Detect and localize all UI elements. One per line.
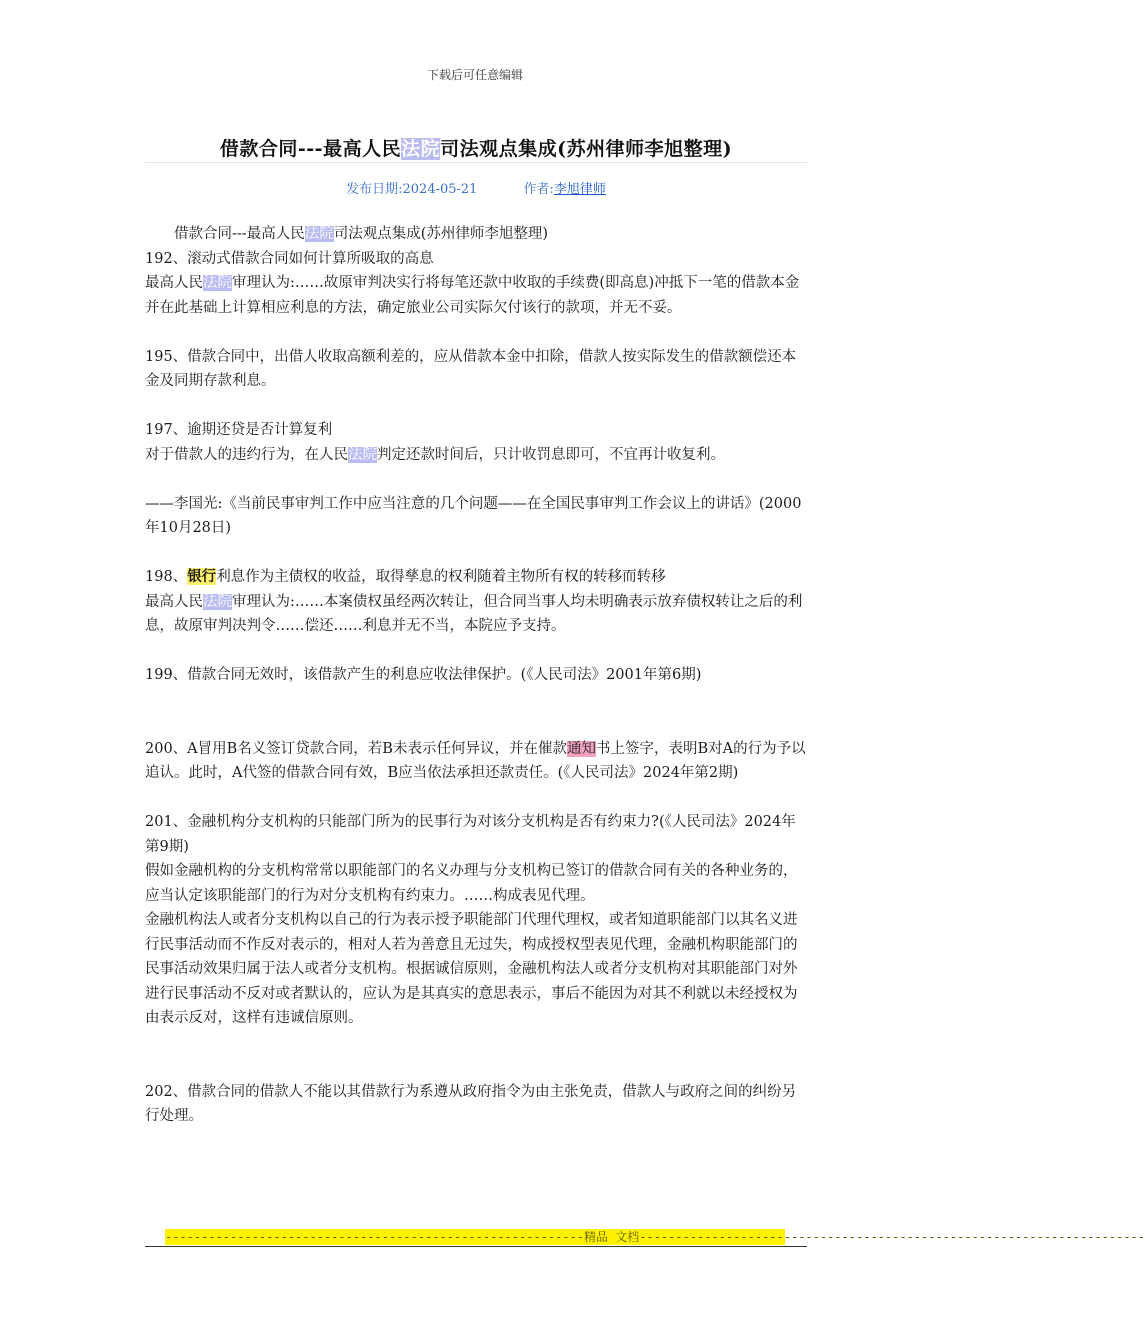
spacer: [145, 688, 807, 737]
keyword-highlight: 法院: [203, 593, 232, 610]
text-run: 198、: [145, 569, 188, 585]
spacer: [145, 467, 807, 492]
text-run: 借款合同---最高人民: [174, 226, 305, 242]
item-195: 195、借款合同中，出借人收取高额利差的，应从借款本金中扣除，借款人按实际发生的借款额偿还本金及同期存款利息。: [145, 348, 797, 389]
keyword-highlight: 法院: [304, 226, 334, 242]
item-192-heading: 192、滚动式借款合同如何计算所吸取的高息: [145, 250, 434, 267]
item-201-body-2: 金融机构法人或者分支机构以自己的行为表示授予职能部门代理代理权，或者知道职能部门以其名义进行民事活动而不作反对表示的，相对人若为善意且无过失，构成授权型表见代理，金融机构职能部门的民事活动效果归属于法人或者分支机构。根据诚信原则，金融机构法人或者分支机构对其职能部门对外进行民事活动不反对或者默认的，应认为是其真实的意思表示，事后不能因为对其不利就以未经授权为由表示反对，这样有违诚信原则。: [145, 912, 798, 1026]
text-run: 最高人民: [145, 593, 203, 610]
text-run: 最高人民: [145, 275, 203, 291]
spacer: [145, 786, 807, 811]
item-197-body: [145, 443, 807, 468]
item-198-heading: [145, 565, 807, 590]
item-197-heading: 197、逾期还贷是否计算复利: [145, 422, 333, 438]
spacer: [145, 639, 807, 664]
text-run: 200、A冒用B名义签订贷款合同，若B未表示任何异议，并在催款: [145, 740, 567, 757]
item-200: [145, 737, 807, 786]
item-201-body-1: 假如金融机构的分支机构常常以职能部门的名义办理与分支机构已签订的借款合同有关的各种业务的，应当认定该职能部门的行为对分支机构有约束力。……构成表见代理。: [145, 863, 798, 904]
text-run: 对于借款人的违约行为，在人民: [145, 446, 348, 463]
keyword-highlight: 法院: [348, 446, 377, 463]
keyword-highlight: 法院: [203, 275, 232, 291]
item-199: 199、借款合同无效时，该借款产生的利息应收法律保护。(《人民司法》2001年第6期): [145, 667, 702, 683]
item-192-body: [145, 271, 807, 320]
text-run: 审理认为:……本案债权虽经两次转让，但合同当事人均未明确表示放弃债权转让之后的利息，故原审判决判令……偿还……利息并无不当，本院应予支持。: [145, 593, 803, 634]
author-label: 作者:: [523, 182, 554, 197]
keyword-highlight: 通知: [566, 740, 596, 757]
title-divider: [145, 162, 807, 163]
item-201-heading: 201、金融机构分支机构的只能部门所为的民事行为对该分支机构是否有约束力?(《人民司法》2024年第9期): [145, 814, 796, 855]
title-text-post: 司法观点集成(苏州律师李旭整理): [440, 138, 733, 160]
author-link[interactable]: 李旭律师: [553, 182, 606, 197]
keyword-highlight: 银行: [187, 568, 217, 585]
spacer: [145, 394, 807, 419]
title-text-pre: 借款合同---最高人民: [219, 138, 402, 160]
article-body: [145, 222, 807, 1129]
publish-date: 发布日期:2024-05-21: [346, 182, 478, 197]
text-run: 司法观点集成(苏州律师李旭整理): [333, 226, 549, 242]
page-header: 下载后可任意编辑: [426, 68, 523, 82]
text-run: 判定还款时间后，只计收罚息即可，不宜再计收复利。: [377, 446, 725, 463]
item-197-source: ——李国光:《当前民事审判工作中应当注意的几个问题——在全国民事审判工作会议上的讲话》(2000年10月28日): [145, 495, 802, 536]
item-198-body: [145, 590, 807, 639]
article-title: [145, 134, 807, 161]
spacer: [145, 320, 807, 345]
footer-divider: [145, 1246, 807, 1247]
article-meta: [145, 178, 807, 197]
text-run: 审理认为:……故原审判决实行将每笔还款中收取的手续费(即高息)冲抵下一笔的借款本金并在此基础上计算相应利息的方法，确定旅业公司实际欠付该行的款项，并无不妥。: [145, 275, 800, 316]
text-run: 书上签字，表明B对A的行为予以追认。此时，A代签的借款合同有效，B应当依法承担还款责任。(《人民司法》2024年第2期): [145, 740, 806, 781]
text-run: 利息作为主债权的收益，取得孳息的权利随着主物所有权的转移而转移: [216, 569, 666, 585]
paragraph-intro: [145, 222, 807, 247]
spacer: [145, 1031, 807, 1080]
title-highlight: 法院: [401, 138, 441, 160]
spacer: [145, 541, 807, 566]
item-202: 202、借款合同的借款人不能以其借款行为系遵从政府指令为由主张免责，借款人与政府之间的纠纷另行处理。: [145, 1083, 797, 1124]
footer-banner: ----------------------------------------------------------精品 文档----------------------------------------------------------------------: [165, 1230, 1145, 1244]
